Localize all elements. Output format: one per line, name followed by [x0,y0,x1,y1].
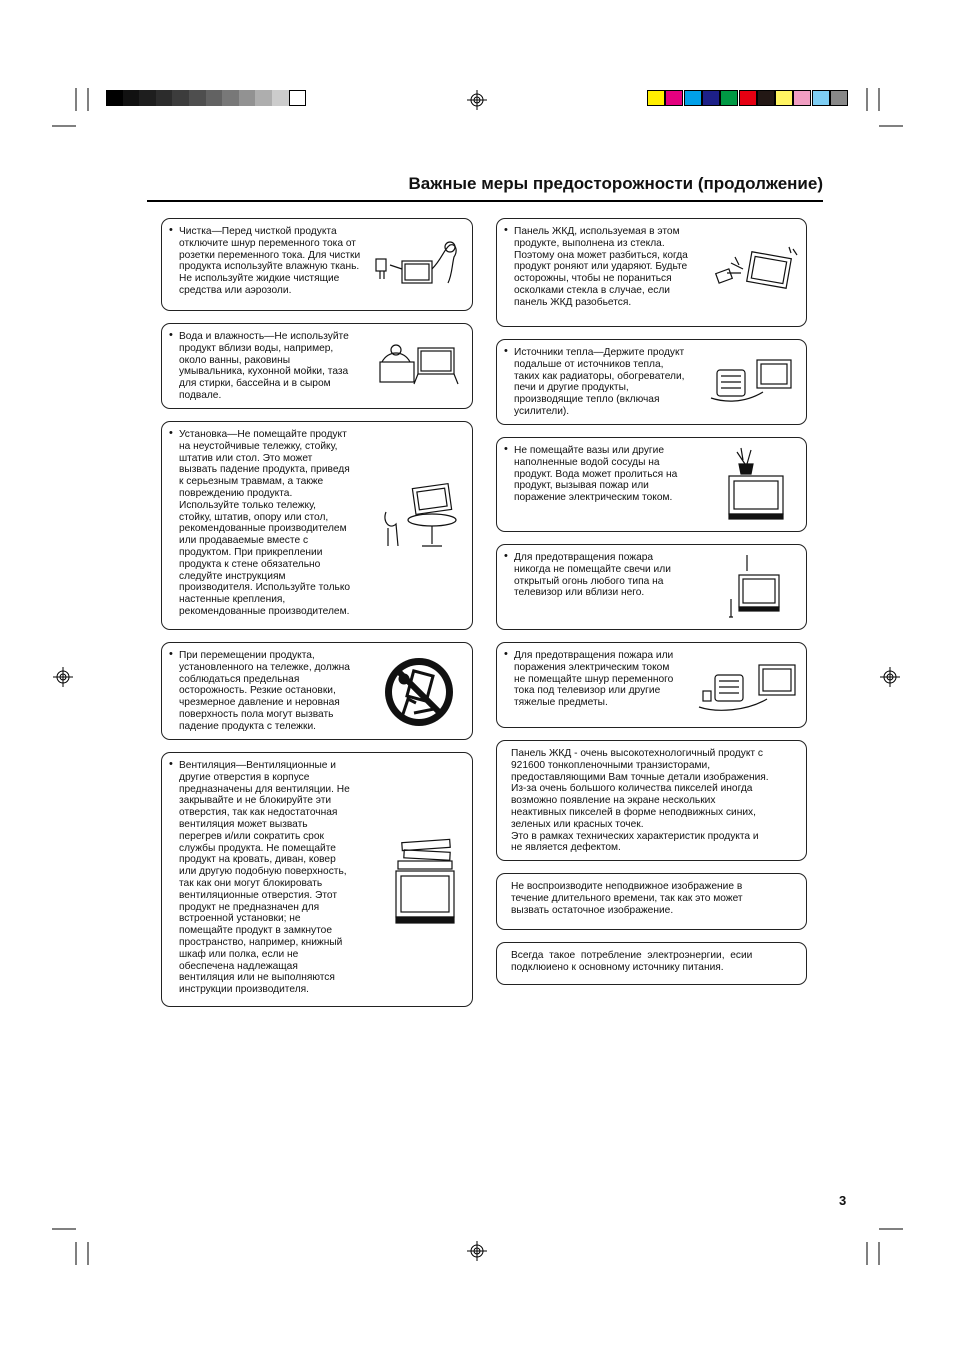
precaution-text: Вентиляция—Вентиляционные и другие отверстия в корпусе предназначены для вентиляции. Не закрывайте и не блокируйте эти отверстия, так как недостаточная вентиляция может вызвать перегрев и/или сократить срок службы продукта. Не помещайте продукт на кровать, диван, ковер или другую подобную поверхность, так как они могут блокировать вентиляционные отверстия. Этот продукт не предназначен для встроенной установки; не помещайте продукт в замкнутое пространство, например, книжный шкаф или полка, если не обеспечена надлежащая вентиляция или не выполняются инструкции производителя. [179,760,350,996]
page-title: Важные меры предосторожности (продолжение) [408,174,823,193]
precaution-text: Для предотвращения пожара или поражения электрическим током не помещайте шнур переменного тока под телевизор или другие тяжелые предметы. [514,650,674,709]
precaution-text: Не помещайте вазы или другие наполненные водой сосуды на продукт. Вода может пролиться на продукт, вызывая пожар или поражение электрическим током. [514,445,678,504]
bullet: • [504,345,508,357]
bullet: • [504,550,508,562]
bullet: • [169,224,173,236]
registration-target-bottom [467,1241,487,1261]
precaution-text: Установка—Не помещайте продукт на неустойчивые тележку, стойку, штатив или стол. Это может вызвать падение продукта, приведя к серьезным травмам, а также повреждению продукта. Используйте только тележку, стойку, штатив, опору или стол, рекомендованные производителем или продаваемые вместе с продуктом. При прикреплении продукта к стене обязательно следуйте инструкциям производителя. Используйте только настенные крепления, рекомендованные производителем. [179,429,351,617]
bullet: • [169,648,173,660]
precaution-water [161,323,473,409]
cleaning-illustration [372,239,462,295]
heater-illustration [703,352,795,410]
candle-illustration [725,553,785,621]
breaking-screen-illustration [713,245,799,301]
precaution-text: Источники тепла—Держите продукт подальше от источников тепла, таких как радиаторы, обогреватели, печи и другие продукты, производящие тепло (включая усилители). [514,347,685,417]
precaution-installation [161,421,473,630]
precaution-candles [496,544,807,630]
precaution-text: Для предотвращения пожара никогда не помещайте свечи или открытый огонь любого типа на телевизор или вблизи него. [514,552,671,599]
precaution-text: Вода и влажность—Не используйте продукт вблизи воды, например, около ванны, раковины умывальника, кухонной мойки, таза для стирки, бассейна и в сыром подвале. [179,331,349,401]
note-power-consumption [496,942,807,985]
bullet: • [504,224,508,236]
unstable-table-illustration [380,478,460,550]
note-text: Не воспроизводите неподвижное изображение в течение длительного времени, так как это может вызвать остаточное изображение. [511,881,743,916]
bullet: • [169,427,173,439]
note-lcd-pixels [496,740,807,861]
precaution-text: При перемещении продукта, установленного на тележке, должна соблюдаться предельная осторожность. Резкие остановки, чрезмерное давление и неровная поверхность пола могут вызвать падение продукта с тележки. [179,650,350,732]
bullet: • [504,443,508,455]
bullet: • [169,758,173,770]
bullet: • [504,648,508,660]
bullet: • [169,329,173,341]
precaution-lcd-glass [496,218,807,327]
page-number: 3 [839,1193,847,1208]
note-text: Всегда такое потребление электроэнергии, есии подклюиено к основному источнику питания. [511,950,753,973]
registration-target-top [467,90,487,110]
title-underline [147,200,823,202]
precaution-power-cord [496,642,807,728]
precaution-text: Чистка—Перед чисткой продукта отключите шнур переменного тока от розетки переменного тока. Для чистки продукта используйте влажную ткань. Не используйте жидкие чистящие средства или аэрозоли. [179,226,361,296]
note-still-image [496,873,807,930]
vase-on-tv-illustration [725,446,787,522]
registration-target-right [880,667,900,687]
registration-target-left [53,667,73,687]
cord-under-tv-illustration [697,661,801,717]
precaution-vase [496,437,807,532]
precaution-text: Панель ЖКД, используемая в этом продукте, выполнена из стекла. Поэтому она может разбиться, когда продукт роняют или ударяют. Будьте осторожны, чтобы не пораниться осколками стекла в случае, если панель ЖКД разобьется. [514,226,688,308]
blocked-ventilation-illustration [392,837,458,927]
water-illustration [374,340,460,390]
cart-warning-icon [382,655,456,729]
precaution-heat [496,339,807,425]
note-text: Панель ЖКД - очень высокотехнологичный продукт с 921600 тонкопленочными транзисторами, предоставляющими Вам точные детали изображения. Из-за очень большого количества пикселей иногда возможно появление на экране нескольких неактивных пикселей в форме неподвижных синих, зеленых или красных точек. Это в рамках технических характеристик продукта и не является дефектом. [511,748,769,854]
precaution-cart [161,642,473,740]
precaution-ventilation [161,752,473,1007]
precaution-cleaning [161,218,473,311]
